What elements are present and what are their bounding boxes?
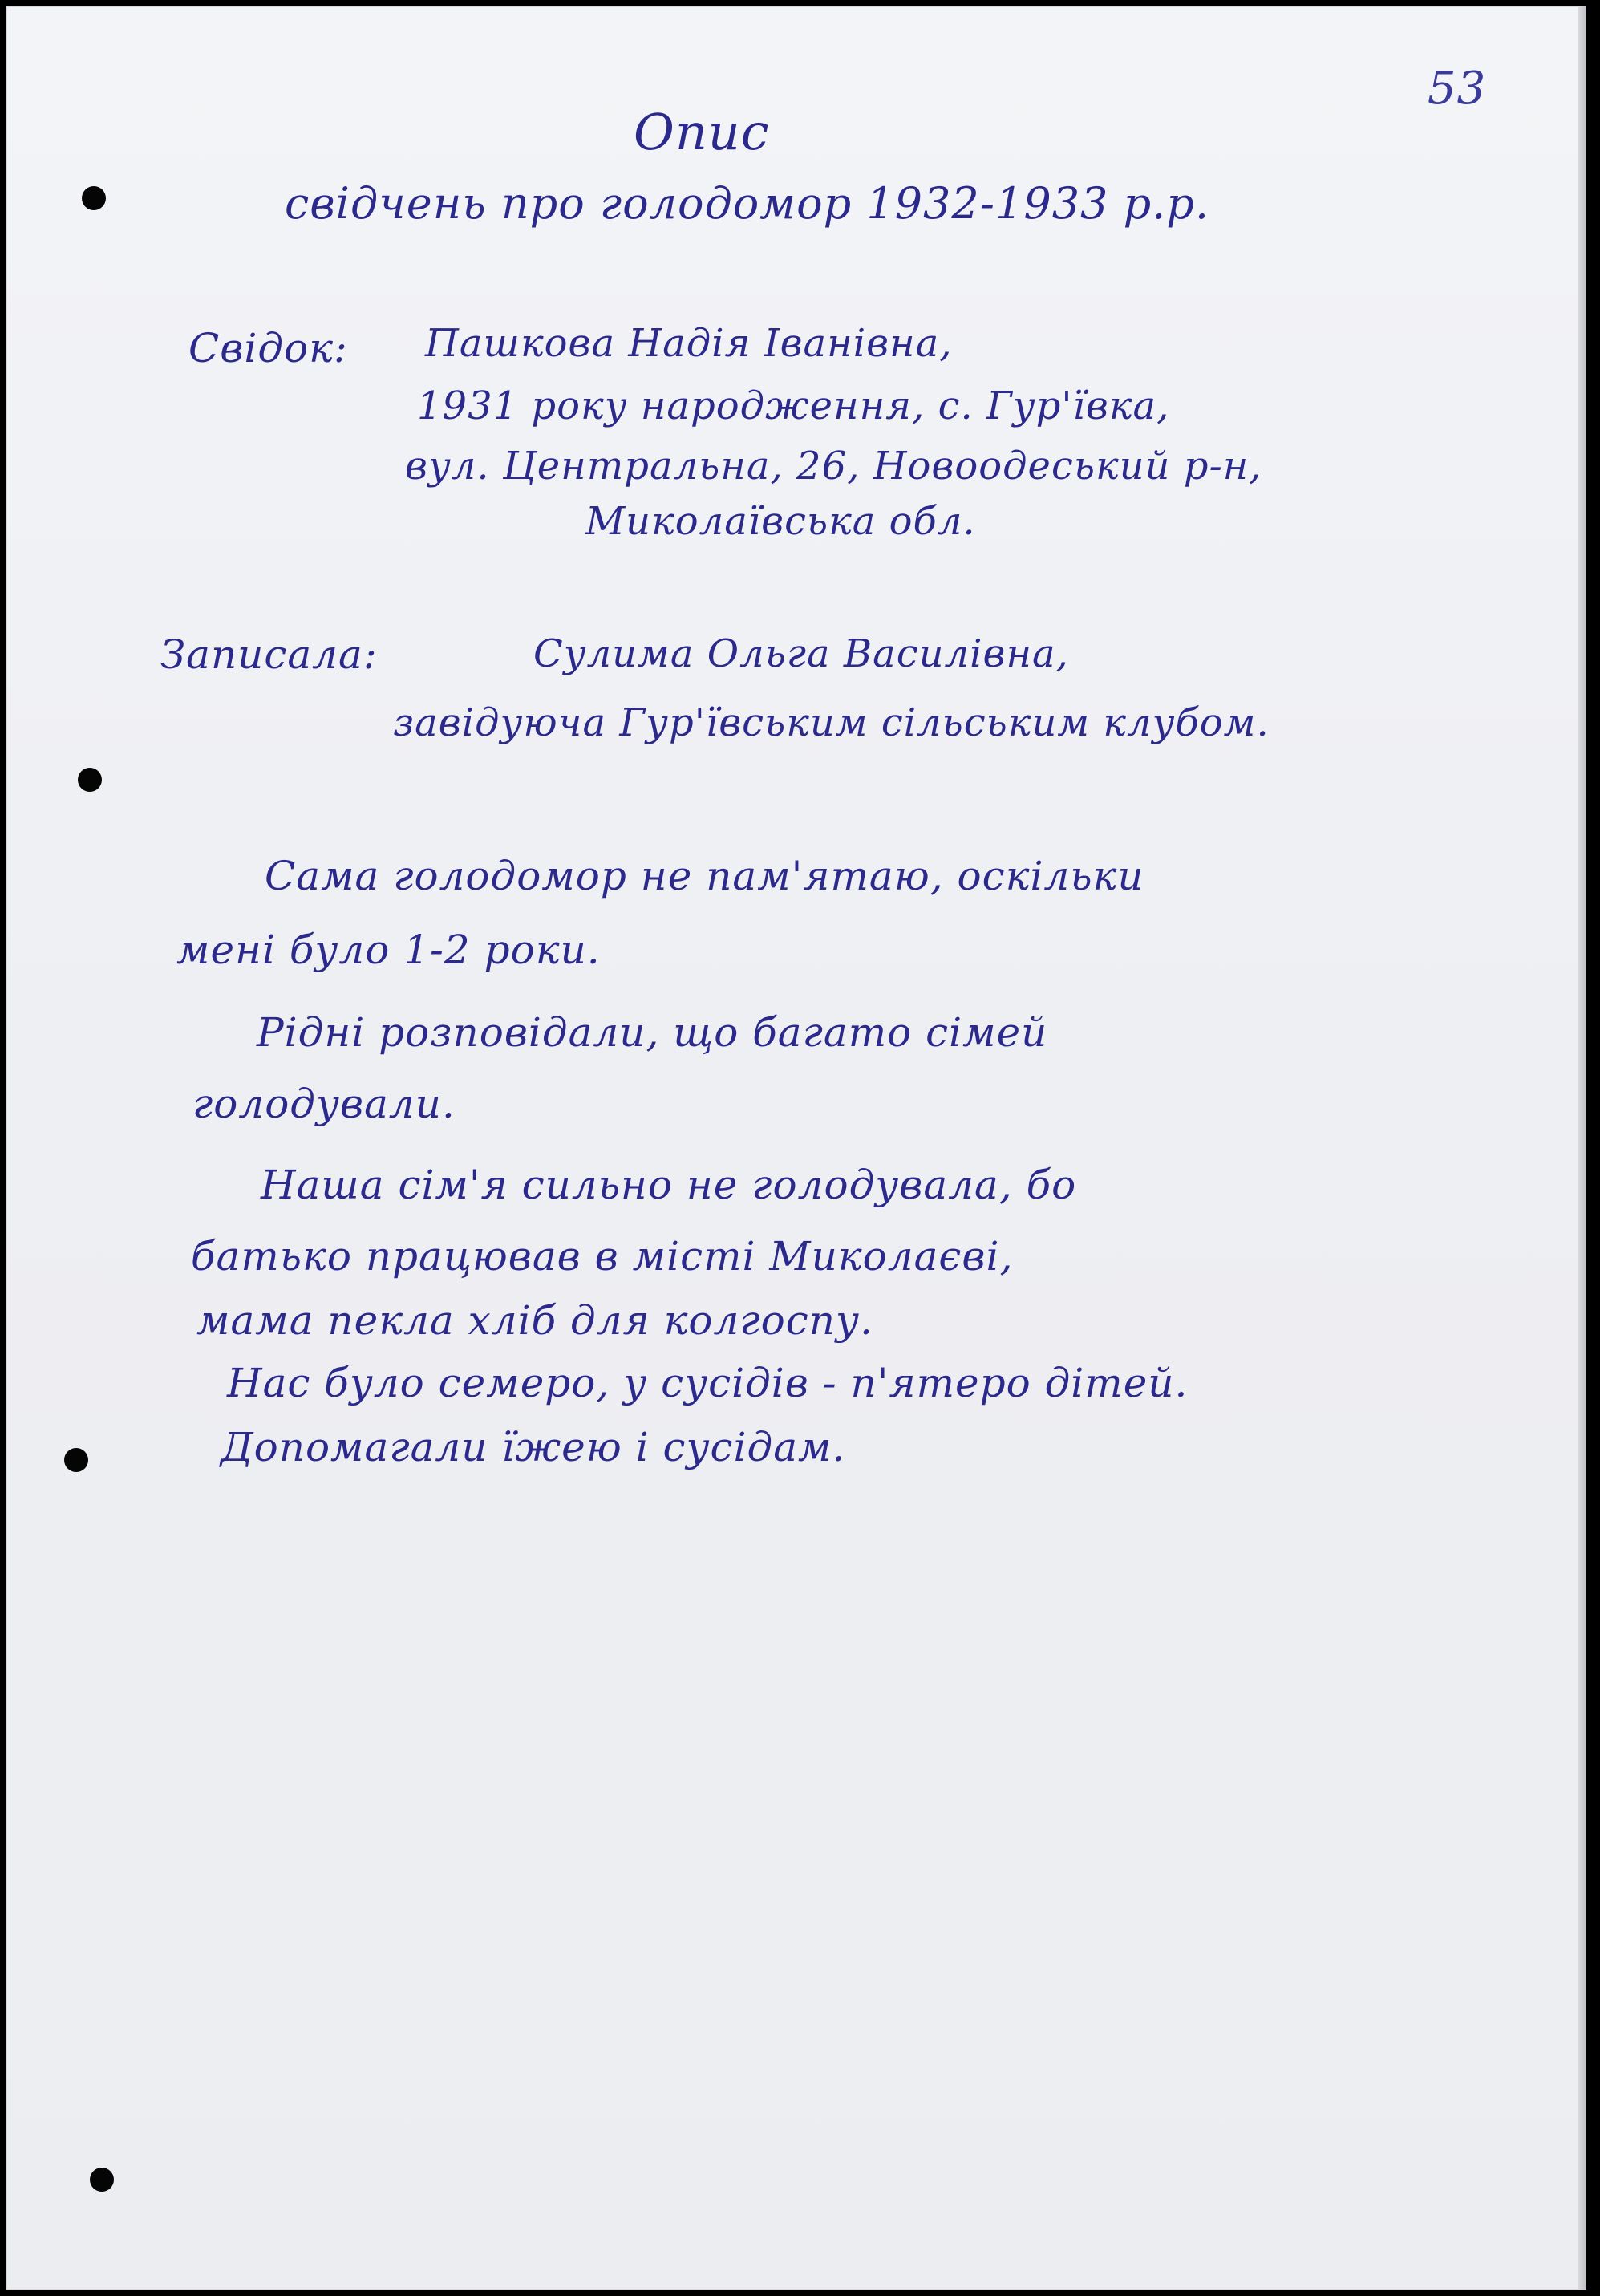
witness-line: вул. Центральна, 26, Новоодеський р-н, (405, 444, 1262, 489)
page-number: 53 (1428, 63, 1487, 115)
punch-hole-4 (90, 2168, 114, 2192)
recorder-line: завідуюча Гур'ївським сільським клубом. (393, 700, 1270, 745)
testimony-line: Наша сім'я сильно не голодувала, бо (261, 1162, 1077, 1208)
punch-hole-2 (78, 768, 102, 792)
testimony-line: Допомагали їжею і сусідам. (221, 1424, 846, 1470)
sheet-edge (1578, 6, 1586, 2290)
witness-line: Пашкова Надія Іванівна, (425, 321, 953, 366)
punch-hole-3 (64, 1448, 88, 1472)
witness-line: 1931 року народження, с. Гур'ївка, (417, 383, 1170, 428)
testimony-line: батько працював в місті Миколаєві, (191, 1233, 1014, 1280)
punch-hole-1 (82, 186, 106, 210)
witness-line: Миколаївська обл. (585, 499, 976, 544)
testimony-line: Рідні розповідали, що багато сімей (257, 1009, 1048, 1056)
testimony-line: мама пекла хліб для колгоспу. (196, 1297, 873, 1344)
testimony-line: мені було 1-2 роки. (176, 927, 601, 973)
witness-label: Свідок: (188, 325, 348, 371)
document-subtitle: свідчень про голодомор 1932-1933 р.р. (285, 178, 1210, 229)
document-title: Опис (634, 103, 770, 161)
recorder-line: Сулима Ольга Василівна, (533, 631, 1069, 676)
testimony-line: Сама голодомор не пам'ятаю, оскільки (265, 853, 1144, 899)
testimony-line: голодували. (192, 1081, 456, 1127)
testimony-line: Нас було семеро, у сусідів - п'ятеро дітей. (227, 1360, 1189, 1406)
recorder-label: Записала: (160, 631, 378, 678)
